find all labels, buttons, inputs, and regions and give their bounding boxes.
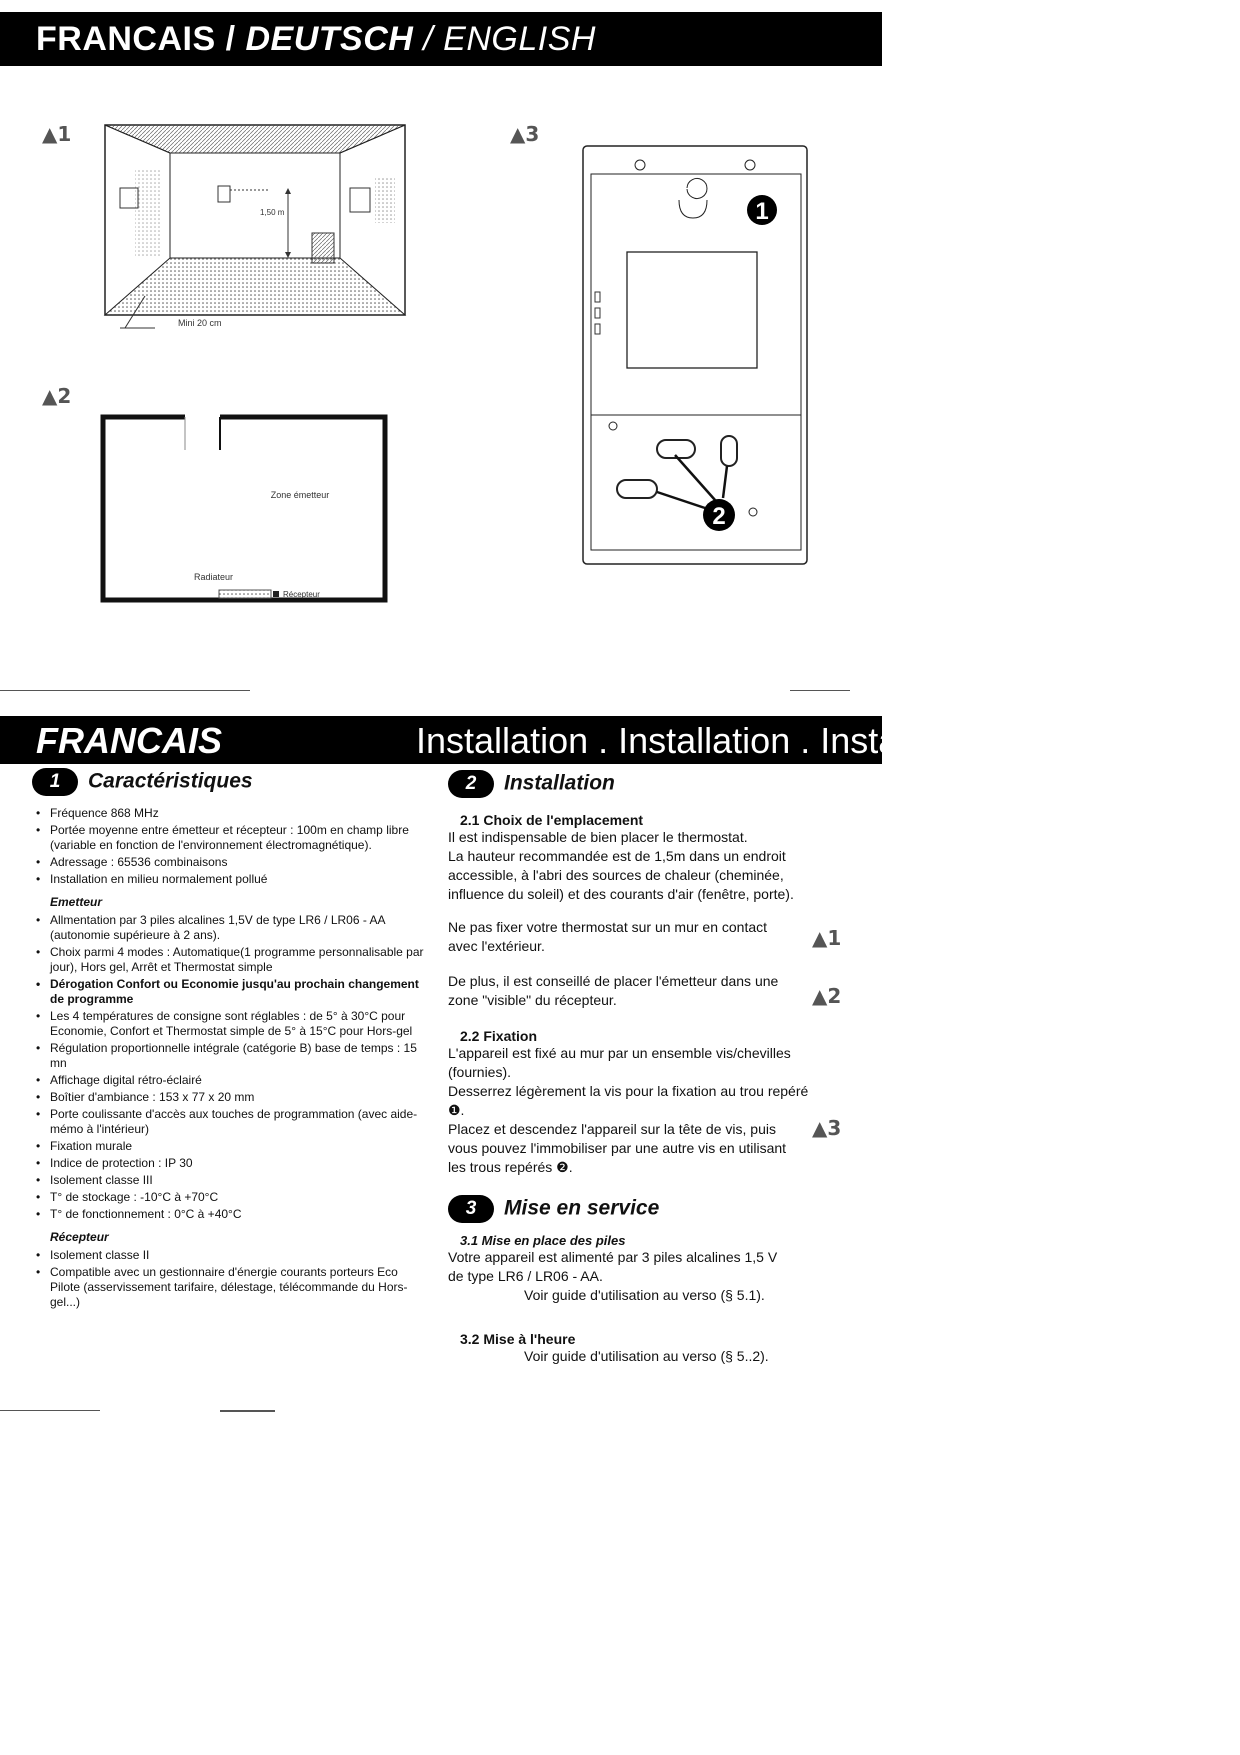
mise-en-service-heading: 3 Mise en service <box>448 1195 818 1223</box>
recepteur-heading: Récepteur <box>50 1230 109 1244</box>
list-item: • Indice de protection : IP 30 <box>32 1156 424 1171</box>
section-bar-installation: Installation . Installation . Install <box>416 720 915 761</box>
list-item: • Portée moyenne entre émetteur et récepteur : 100m en champ libre (variable en fonction de l'environnement électromagnétique). <box>32 823 424 853</box>
callout-1: 1 <box>755 198 769 225</box>
caracteristiques-heading: 1 Caractéristiques <box>32 768 424 796</box>
ref-figure-2-icon: ▲2 <box>812 984 842 1008</box>
list-item: • Allmentation par 3 piles alcalines 1,5V de type LR6 / LR06 - AA (autonomie supérieure à 2 ans). <box>32 913 424 943</box>
list-item: • T° de fonctionnement : 0°C à +40°C <box>32 1207 424 1222</box>
header-english: / ENGLISH <box>413 20 596 58</box>
s21-text-3: Ne pas fixer votre thermostat sur un mur en contact avec l'extérieur. <box>448 919 768 954</box>
installation-section <box>448 770 818 1366</box>
list-item: • Fréquence 868 MHz <box>32 806 424 821</box>
general-list <box>32 806 424 887</box>
s22-text-3: Placez et descendez l'appareil sur la tête de vis, puis vous pouvez l'immobiliser par une autre vis en utilisant les trous repérés ❷. <box>448 1121 787 1175</box>
s31-heading: 3.1 Mise en place des piles <box>460 1233 626 1248</box>
separator-left <box>0 690 250 691</box>
figure-1-badge: ▲1 <box>42 122 72 146</box>
s22-text-2: Desserrez légèrement la vis pour la fixation au trou repéré ❶. <box>448 1083 809 1118</box>
figure-3-badge: ▲3 <box>510 122 540 146</box>
list-item: • Régulation proportionnelle intégrale (catégorie B) base de temps : 15 mn <box>32 1041 424 1071</box>
recepteur-label: Récepteur <box>283 590 320 599</box>
figure-1-room-diagram <box>90 118 420 338</box>
list-item: • Choix parmi 4 modes : Automatique(1 programme personnalisable par jour), Hors gel, Arrêt et Thermostat simple <box>32 945 424 975</box>
bottom-separator-1 <box>0 1410 100 1411</box>
s21-heading: 2.1 Choix de l'emplacement <box>460 812 644 828</box>
mini-20cm-label: Mini 20 cm <box>178 318 222 328</box>
s22-text-1: L'appareil est fixé au mur par un ensemble vis/chevilles (fournies). <box>448 1045 791 1080</box>
list-item: • T° de stockage : -10°C à +70°C <box>32 1190 424 1205</box>
installation-heading: 2 Installation <box>448 770 818 798</box>
language-header-bar <box>0 12 882 66</box>
list-item: • Les 4 températures de consigne sont réglables : de 5° à 30°C pour Economie, Confort et Thermostat simple de 5° à 15°C pour Hors-gel <box>32 1009 424 1039</box>
list-item: • Porte coulissante d'accès aux touches de programmation (avec aide-mémo à l'intérieur) <box>32 1107 424 1137</box>
callout-2: 2 <box>712 503 726 530</box>
zone-emetteur-label: Zone émetteur <box>270 490 330 500</box>
header-deutsch: DEUTSCH <box>245 20 414 58</box>
height-label: 1,50 m <box>260 208 285 217</box>
s21-text-1: Il est indispensable de bien placer le thermostat. <box>448 829 748 845</box>
list-item: • Fixation murale <box>32 1139 424 1154</box>
list-item: • Isolement classe II <box>32 1248 424 1263</box>
s31-text-1: Votre appareil est alimenté par 3 piles alcalines 1,5 V de type LR6 / LR06 - AA. <box>448 1249 778 1284</box>
s22-heading: 2.2 Fixation <box>460 1028 538 1044</box>
list-item: • Compatible avec un gestionnaire d'énergie courants porteurs Eco Pilote (asservissement tarifaire, délestage, télécommande du Hors-gel...) <box>32 1265 424 1310</box>
section-number-2: 2 <box>448 770 494 798</box>
ref-figure-3-icon: ▲3 <box>812 1116 842 1140</box>
radiateur-label: Radiateur <box>194 572 234 582</box>
s31-text-2: Voir guide d'utilisation au verso (§ 5.1). <box>524 1287 765 1303</box>
list-item: • Boîtier d'ambiance : 153 x 77 x 20 mm <box>32 1090 424 1105</box>
figure-2-badge: ▲2 <box>42 384 72 408</box>
recepteur-list <box>32 1248 424 1310</box>
section-number-1: 1 <box>32 768 78 796</box>
list-item: • Dérogation Confort ou Economie jusqu'au prochain changement de programme <box>32 977 424 1007</box>
list-item: • Isolement classe III <box>32 1173 424 1188</box>
ref-figure-1-icon: ▲1 <box>812 926 842 950</box>
s32-text-1: Voir guide d'utilisation au verso (§ 5..2). <box>524 1348 769 1364</box>
section-bar <box>0 716 915 764</box>
figure-2-floor-plan <box>95 405 395 610</box>
list-item: • Installation en milieu normalement pollué <box>32 872 424 887</box>
separator-right <box>790 690 850 691</box>
list-item: • Affichage digital rétro-éclairé <box>32 1073 424 1088</box>
s21-text-2: La hauteur recommandée est de 1,5m dans un endroit accessible, à l'abri des sources de chaleur (cheminée, influence du soleil) et des courants d'air (fenêtre, porte). <box>448 848 794 902</box>
section-number-3: 3 <box>448 1195 494 1223</box>
language-header <box>36 20 596 59</box>
s21-text-4: De plus, il est conseillé de placer l'émetteur dans une zone "visible" du récepteur. <box>448 973 779 1008</box>
emetteur-heading: Emetteur <box>50 895 103 909</box>
list-item: • Adressage : 65536 combinaisons <box>32 855 424 870</box>
section-bar-francais: FRANCAIS <box>36 720 222 761</box>
emetteur-list <box>32 913 424 1222</box>
bottom-separator-2 <box>220 1410 275 1412</box>
caracteristiques-section <box>32 768 424 1312</box>
figure-3-device-drawing <box>575 140 815 570</box>
header-francais: FRANCAIS / <box>36 20 246 58</box>
s32-heading: 3.2 Mise à l'heure <box>460 1331 576 1347</box>
